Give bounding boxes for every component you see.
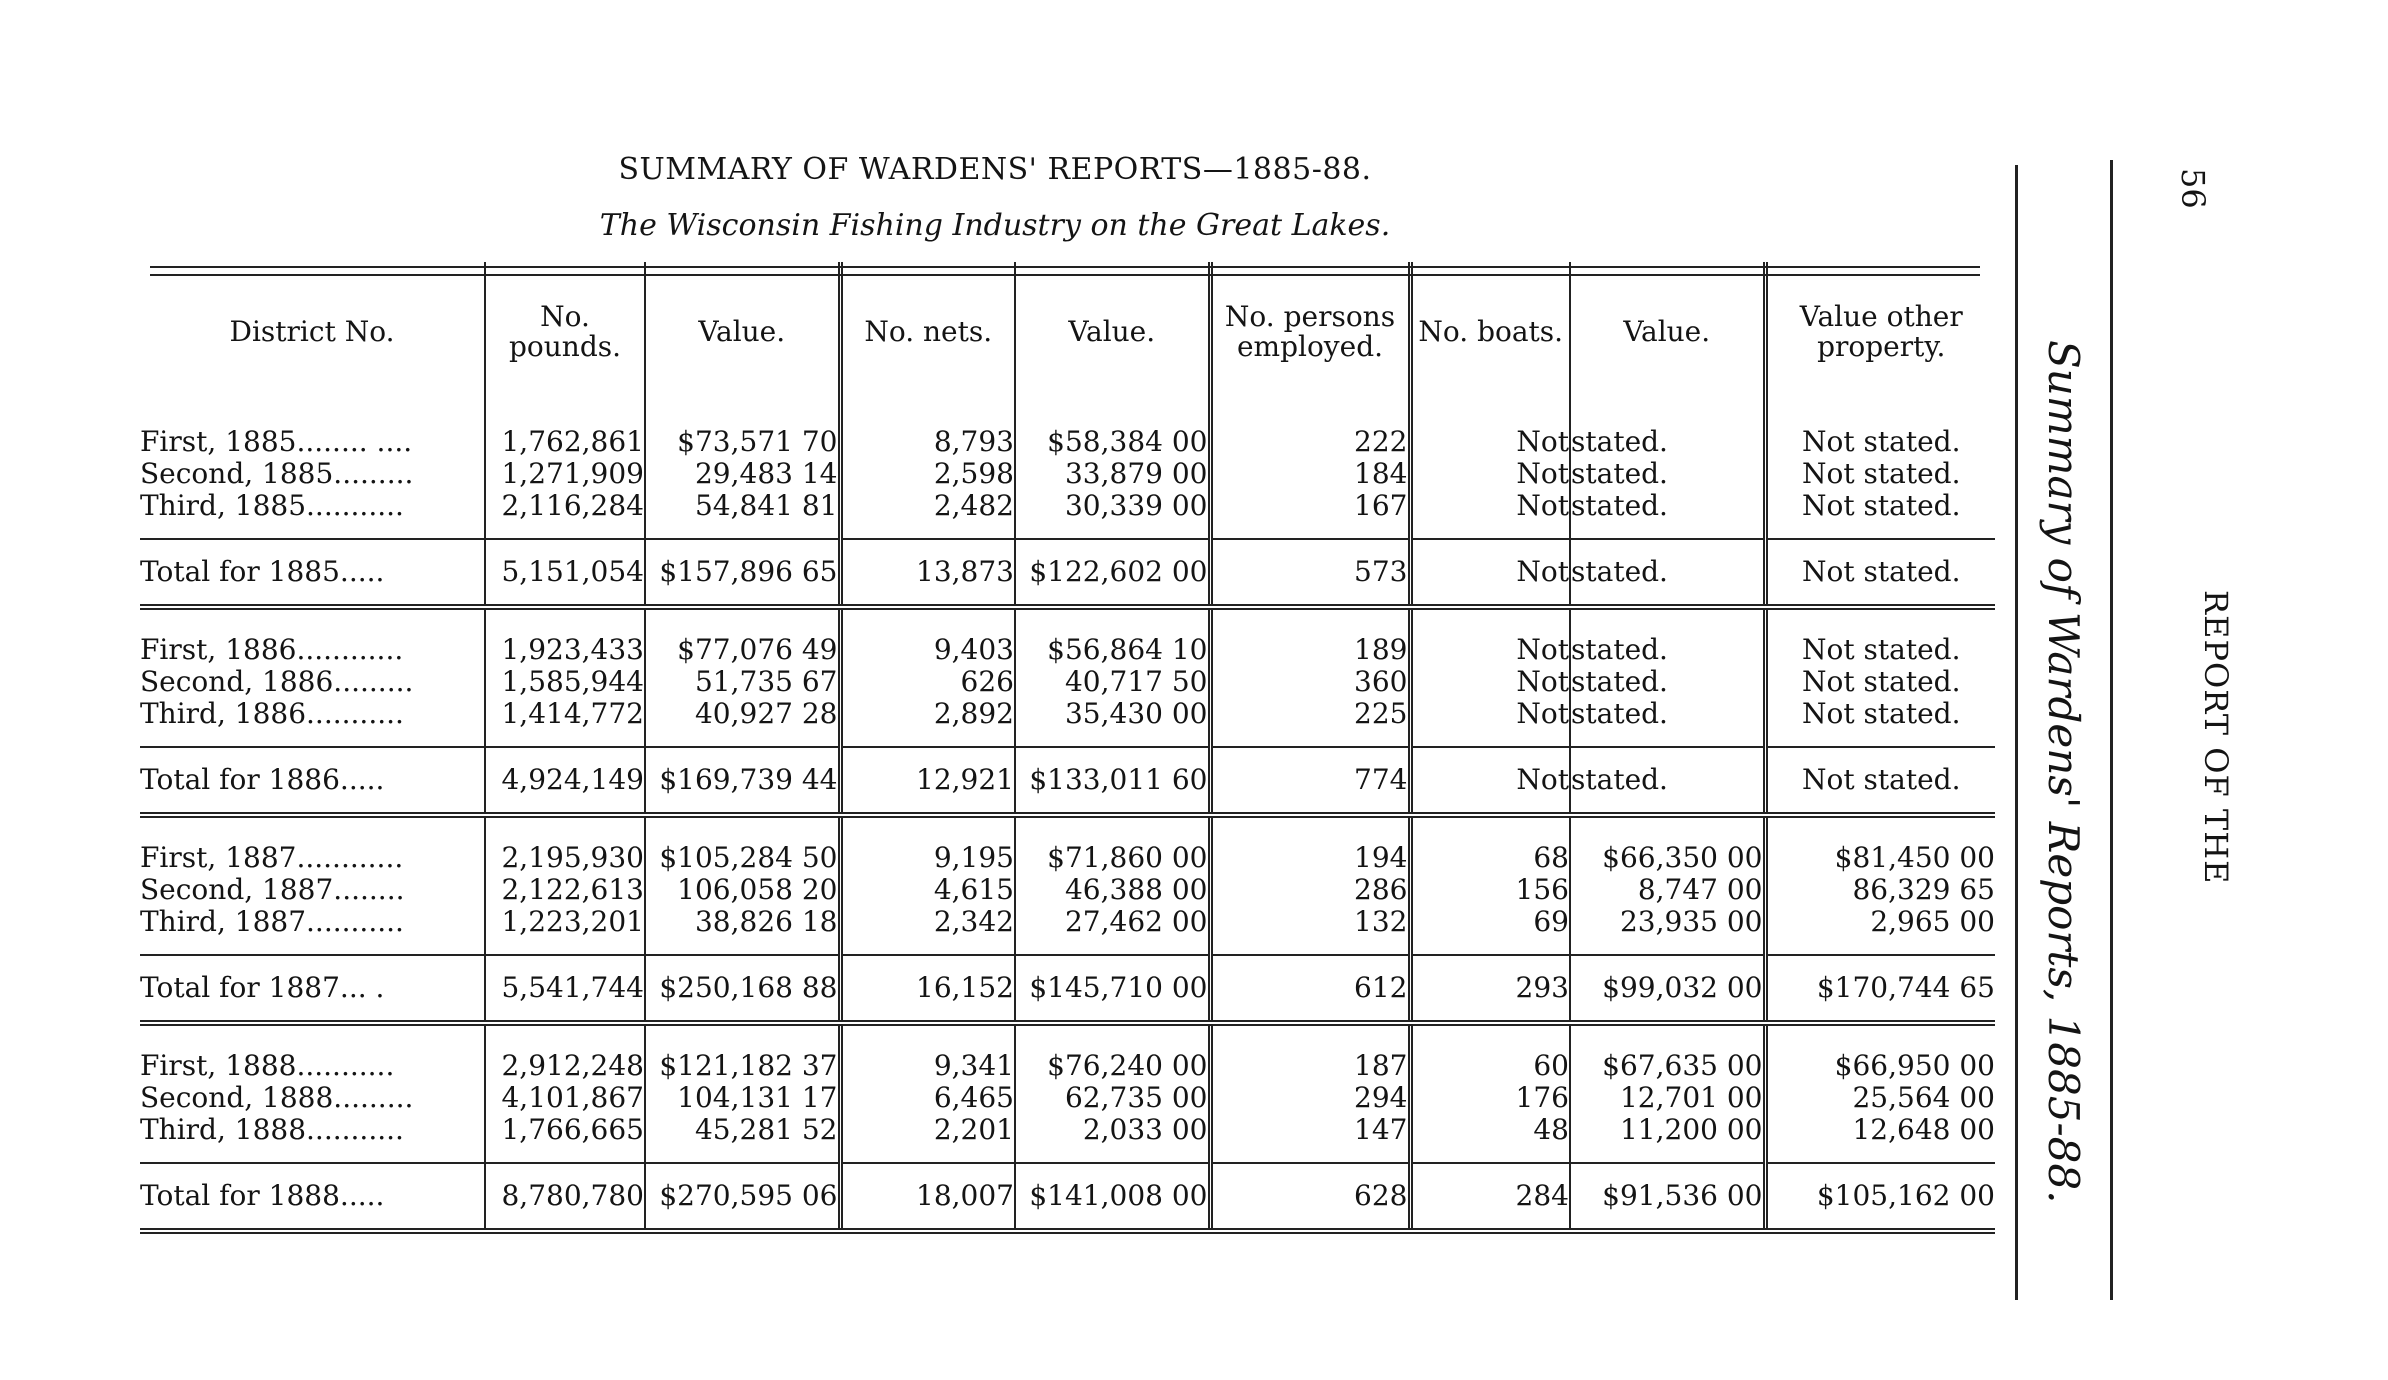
boats-value-cell: 8,747 00 (1570, 874, 1765, 906)
total-nets-value: $122,602 00 (1015, 539, 1210, 607)
total-nets: 16,152 (840, 955, 1015, 1023)
value-cell: 104,131 17 (645, 1082, 840, 1114)
page-number: 56 (2174, 168, 2212, 209)
value-cell: 29,483 14 (645, 458, 840, 490)
total-nets-value: $133,011 60 (1015, 747, 1210, 815)
total-label: Total for 1888..... (140, 1163, 485, 1231)
nets-value-cell: $71,860 00 (1015, 815, 1210, 874)
total-other-property: Not stated. (1765, 747, 1995, 815)
side-divider-left (2015, 165, 2018, 1300)
boats-cell: Not (1410, 458, 1570, 490)
boats-value-cell: stated. (1570, 698, 1765, 747)
persons-cell: 294 (1210, 1082, 1410, 1114)
nets-value-cell: 27,462 00 (1015, 906, 1210, 955)
nets-cell: 2,598 (840, 458, 1015, 490)
district-cell: Third, 1888........... (140, 1114, 485, 1163)
persons-cell: 222 (1210, 402, 1410, 458)
other-property-cell: $66,950 00 (1834, 1049, 1995, 1082)
district-cell: Second, 1885......... (140, 458, 485, 490)
nets-cell: 6,465 (840, 1082, 1015, 1114)
district-cell: First, 1886............ (140, 607, 485, 666)
total-pounds: 4,924,149 (485, 747, 645, 815)
header-row (140, 262, 1995, 402)
persons-cell: 225 (1210, 698, 1410, 747)
persons-cell: 286 (1210, 874, 1410, 906)
boats-value-cell: stated. (1570, 607, 1765, 666)
value-cell: $73,571 70 (645, 402, 840, 458)
total-row (140, 747, 1995, 815)
boats-value-cell: $67,635 00 (1570, 1023, 1765, 1082)
boats-cell: 69 (1410, 906, 1570, 955)
side-divider-right (2110, 160, 2113, 1300)
other-property-cell: Not stated. (1802, 665, 1961, 698)
persons-cell: 184 (1210, 458, 1410, 490)
total-row (140, 539, 1995, 607)
boats-value-cell: stated. (1570, 666, 1765, 698)
other-property-cell: 86,329 65 (1852, 873, 1995, 906)
total-value: $270,595 06 (645, 1163, 840, 1231)
header-persons: No. persons employed. (1210, 262, 1410, 402)
total-pounds: 5,541,744 (485, 955, 645, 1023)
total-boats: 293 (1410, 955, 1570, 1023)
header-other-property: Value other property. (1799, 300, 1963, 363)
pounds-cell: 4,101,867 (485, 1082, 645, 1114)
running-head: REPORT OF THE (2197, 590, 2235, 885)
side-title: Summary of Wardens' Reports, 1885-88. (2039, 340, 2088, 1204)
boats-value-cell: 11,200 00 (1570, 1114, 1765, 1163)
header-pounds: No. pounds. (485, 262, 645, 402)
total-boats-value: stated. (1570, 747, 1765, 815)
header-nets: No. nets. (840, 262, 1015, 402)
table-row (140, 1082, 1995, 1114)
total-boats: Not (1410, 747, 1570, 815)
pounds-cell: 1,585,944 (485, 666, 645, 698)
table-title: SUMMARY OF WARDENS' REPORTS—1885-88. (618, 152, 1372, 187)
header-district: District No. (140, 262, 485, 402)
pounds-cell: 2,912,248 (485, 1023, 645, 1082)
nets-cell: 2,892 (840, 698, 1015, 747)
pounds-cell: 1,223,201 (485, 906, 645, 955)
value-cell: 51,735 67 (645, 666, 840, 698)
total-persons: 573 (1210, 539, 1410, 607)
boats-value-cell: stated. (1570, 402, 1765, 458)
district-cell: First, 1885........ .... (140, 402, 485, 458)
total-boats-value: $99,032 00 (1570, 955, 1765, 1023)
header-boats-value: Value. (1570, 262, 1765, 402)
table-row (140, 402, 1995, 458)
pounds-cell: 1,414,772 (485, 698, 645, 747)
total-value: $157,896 65 (645, 539, 840, 607)
other-property-cell: $81,450 00 (1834, 841, 1995, 874)
boats-cell: Not (1410, 607, 1570, 666)
total-boats: 284 (1410, 1163, 1570, 1231)
nets-cell: 2,201 (840, 1114, 1015, 1163)
persons-cell: 132 (1210, 906, 1410, 955)
boats-cell: Not (1410, 666, 1570, 698)
nets-cell: 4,615 (840, 874, 1015, 906)
total-boats-value: stated. (1570, 539, 1765, 607)
table-row (140, 458, 1995, 490)
pounds-cell: 2,195,930 (485, 815, 645, 874)
district-cell: Third, 1887........... (140, 906, 485, 955)
boats-value-cell: 12,701 00 (1570, 1082, 1765, 1114)
district-cell: Second, 1888......... (140, 1082, 485, 1114)
total-persons: 774 (1210, 747, 1410, 815)
total-value: $250,168 88 (645, 955, 840, 1023)
table-row (140, 874, 1995, 906)
nets-value-cell: 33,879 00 (1015, 458, 1210, 490)
persons-cell: 147 (1210, 1114, 1410, 1163)
nets-value-cell: 2,033 00 (1015, 1114, 1210, 1163)
boats-value-cell: $66,350 00 (1570, 815, 1765, 874)
nets-value-cell: 62,735 00 (1015, 1082, 1210, 1114)
district-cell: Third, 1885........... (140, 490, 485, 539)
table-row (140, 698, 1995, 747)
value-cell: 38,826 18 (645, 906, 840, 955)
other-property-cell: 12,648 00 (1852, 1113, 1995, 1146)
boats-value-cell: stated. (1570, 458, 1765, 490)
nets-value-cell: 46,388 00 (1015, 874, 1210, 906)
total-nets: 18,007 (840, 1163, 1015, 1231)
value-cell: 54,841 81 (645, 490, 840, 539)
district-cell: Second, 1886......... (140, 666, 485, 698)
total-persons: 612 (1210, 955, 1410, 1023)
boats-cell: 156 (1410, 874, 1570, 906)
value-cell: $121,182 37 (645, 1023, 840, 1082)
nets-cell: 2,482 (840, 490, 1015, 539)
boats-cell: Not (1410, 402, 1570, 458)
pounds-cell: 1,762,861 (485, 402, 645, 458)
value-cell: $105,284 50 (645, 815, 840, 874)
pounds-cell: 1,271,909 (485, 458, 645, 490)
value-cell: 106,058 20 (645, 874, 840, 906)
table-row (140, 1114, 1995, 1163)
boats-cell: 48 (1410, 1114, 1570, 1163)
persons-cell: 167 (1210, 490, 1410, 539)
nets-cell: 9,195 (840, 815, 1015, 874)
persons-cell: 189 (1210, 607, 1410, 666)
total-nets: 13,873 (840, 539, 1015, 607)
total-persons: 628 (1210, 1163, 1410, 1231)
nets-cell: 9,403 (840, 607, 1015, 666)
table-row (140, 815, 1995, 874)
total-label: Total for 1886..... (140, 747, 485, 815)
total-pounds: 5,151,054 (485, 539, 645, 607)
persons-cell: 360 (1210, 666, 1410, 698)
pounds-cell: 1,766,665 (485, 1114, 645, 1163)
district-cell: First, 1888........... (140, 1023, 485, 1082)
value-cell: 45,281 52 (645, 1114, 840, 1163)
nets-value-cell: $56,864 10 (1015, 607, 1210, 666)
total-boats: Not (1410, 539, 1570, 607)
other-property-cell: Not stated. (1802, 457, 1961, 490)
total-other-property: Not stated. (1765, 539, 1995, 607)
table-row (140, 906, 1995, 955)
value-cell: $77,076 49 (645, 607, 840, 666)
total-row (140, 955, 1995, 1023)
other-property-cell: 2,965 00 (1870, 905, 1995, 938)
nets-value-cell: 40,717 50 (1015, 666, 1210, 698)
table-subtitle: The Wisconsin Fishing Industry on the Great Lakes. (599, 208, 1391, 243)
nets-cell: 626 (840, 666, 1015, 698)
total-other-property: $105,162 00 (1765, 1163, 1995, 1231)
other-property-cell: Not stated. (1802, 425, 1961, 458)
other-property-cell: Not stated. (1802, 697, 1961, 730)
pounds-cell: 1,923,433 (485, 607, 645, 666)
persons-cell: 194 (1210, 815, 1410, 874)
total-nets: 12,921 (840, 747, 1015, 815)
table-row (140, 1023, 1995, 1082)
total-boats-value: $91,536 00 (1570, 1163, 1765, 1231)
boats-cell: 68 (1410, 815, 1570, 874)
table-row (140, 490, 1995, 539)
total-pounds: 8,780,780 (485, 1163, 645, 1231)
persons-cell: 187 (1210, 1023, 1410, 1082)
fishing-industry-table (140, 262, 1995, 1234)
nets-cell: 9,341 (840, 1023, 1015, 1082)
boats-cell: 60 (1410, 1023, 1570, 1082)
boats-value-cell: stated. (1570, 490, 1765, 539)
header-nets-value: Value. (1015, 262, 1210, 402)
table-row (140, 666, 1995, 698)
other-property-cell: 25,564 00 (1852, 1081, 1995, 1114)
total-label: Total for 1887... . (140, 955, 485, 1023)
boats-cell: 176 (1410, 1082, 1570, 1114)
nets-value-cell: $76,240 00 (1015, 1023, 1210, 1082)
nets-cell: 2,342 (840, 906, 1015, 955)
nets-value-cell: 35,430 00 (1015, 698, 1210, 747)
other-property-cell: Not stated. (1802, 633, 1961, 666)
pounds-cell: 2,122,613 (485, 874, 645, 906)
table-row (140, 607, 1995, 666)
total-nets-value: $141,008 00 (1015, 1163, 1210, 1231)
district-cell: Third, 1886........... (140, 698, 485, 747)
other-property-cell: Not stated. (1802, 489, 1961, 522)
boats-cell: Not (1410, 698, 1570, 747)
pounds-cell: 2,116,284 (485, 490, 645, 539)
value-cell: 40,927 28 (645, 698, 840, 747)
header-pounds-value: Value. (645, 262, 840, 402)
district-cell: First, 1887............ (140, 815, 485, 874)
total-nets-value: $145,710 00 (1015, 955, 1210, 1023)
boats-value-cell: 23,935 00 (1570, 906, 1765, 955)
nets-cell: 8,793 (840, 402, 1015, 458)
nets-value-cell: $58,384 00 (1015, 402, 1210, 458)
total-value: $169,739 44 (645, 747, 840, 815)
header-boats: No. boats. (1410, 262, 1570, 402)
boats-cell: Not (1410, 490, 1570, 539)
total-other-property: $170,744 65 (1765, 955, 1995, 1023)
district-cell: Second, 1887........ (140, 874, 485, 906)
nets-value-cell: 30,339 00 (1015, 490, 1210, 539)
total-label: Total for 1885..... (140, 539, 485, 607)
total-row (140, 1163, 1995, 1231)
